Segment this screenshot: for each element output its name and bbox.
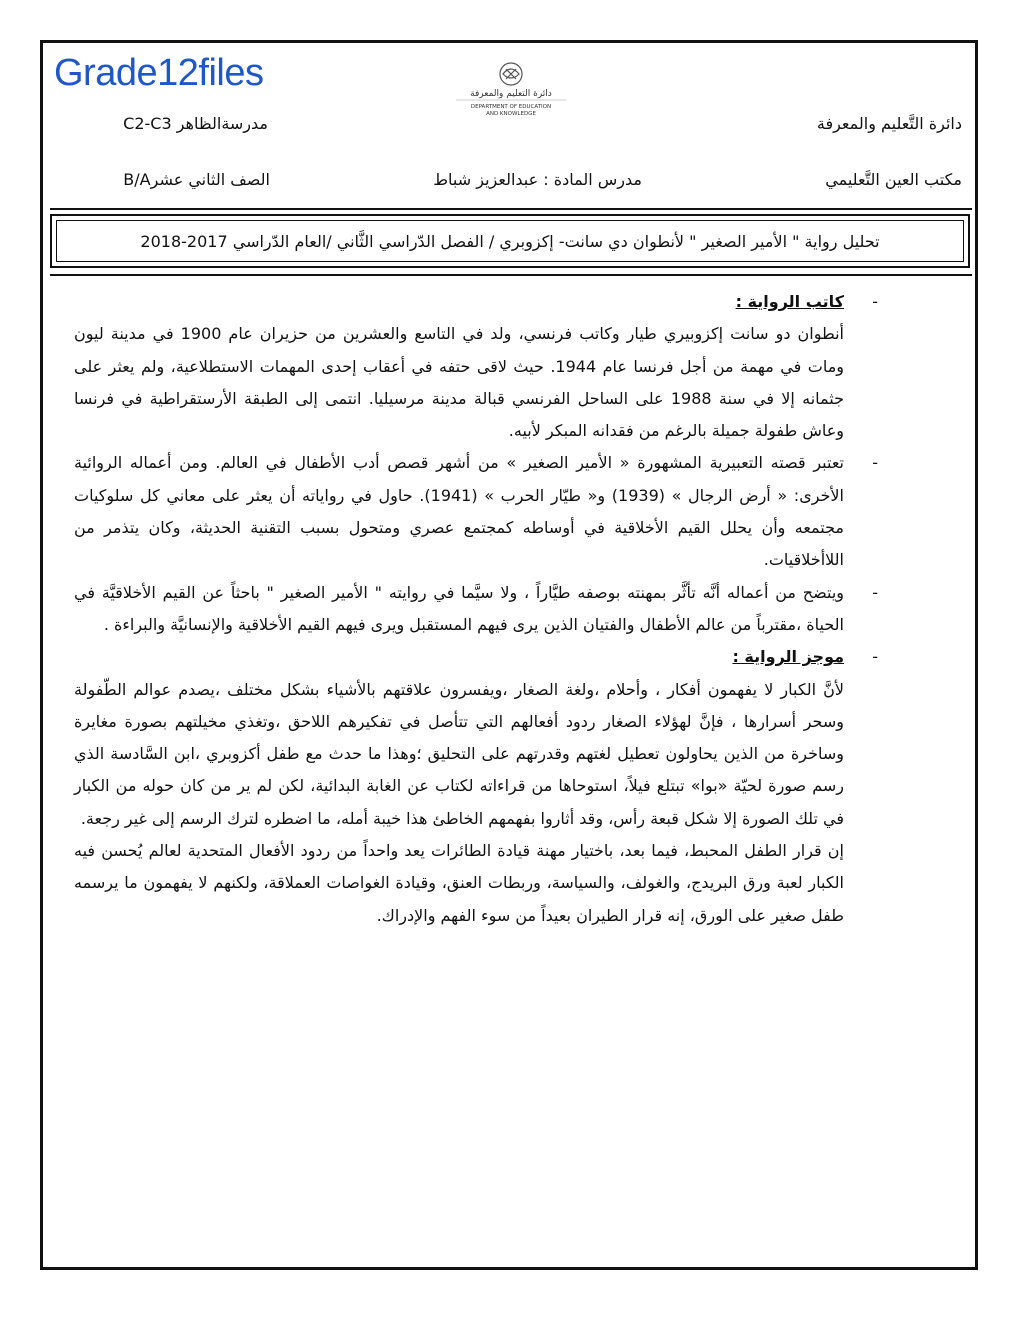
section-heading: كاتب الرواية :	[735, 292, 844, 311]
school-name: مدرسةالظاهر C2-C3	[123, 114, 268, 133]
logo-text-en-1: DEPARTMENT OF EDUCATION	[470, 104, 552, 110]
title-box	[50, 214, 970, 268]
title-divider	[50, 274, 972, 276]
logo-text-ar: دائرة التعليم والمعرفة	[470, 89, 552, 99]
bullet-dash: -	[872, 453, 878, 473]
section-author	[74, 286, 878, 447]
paragraph: لأنَّ الكبار لا يفهمون أفكار ، وأحلام ،ولغة الصغار ،ويفسرون علاقتهم بالأشياء بشكل مختلف ،يصدم عوالم الطّفولة وسحر أسرارها ، فإنَّ لهؤلاء الصغار ردود أفعالهم التي تتأصل في تفكيرهم اللاحق ،وتغذي مخيلتهم بصورة مغايرة وساخرة من الذين يحاولون تعطيل لغتهم وقدرتهم على التحليق ؛وهذا ما حدث مع طفل أكزوبري ،ابن السَّادسة الذي رسم صورة لحيّة «بوا» تبتلع فيلاً، استوحاها من قراءاته لكتاب عن الغابة البدائية، لكن لم ير من كان حوله من الكبار في تلك الصورة إلا شكل قبعة رأس، وقد أثاروا بفهمهم الخاطئ هذا خيبة أمله، ما اضطره لترك الرسم إلى غير رجعة.	[74, 679, 844, 828]
bullet-dash: -	[872, 582, 878, 602]
document-title: تحليل رواية " الأمير الصغير " لأنطوان دي سانت- إكزوبري / الفصل الدّراسي الثَّاني /العام الدّراسي 2017-2018	[56, 220, 964, 262]
paragraph: ويتضح من أعماله أنَّه تأثَّر بمهنته بوصفه طيَّاراً ، ولا سيَّما في روايته " الأمير الصغير " باحثاً عن القيم الأخلاقيَّة في الحياة ،مقترباً من عالم الأطفال والفتيان الذين يرى فيهم المستقبل ويرى فيهم القيم الأخلاقية والإنسانيَّة والبراءة .	[74, 582, 844, 634]
department-name: دائرة التَّعليم والمعرفة	[816, 114, 962, 133]
section-summary	[74, 641, 878, 835]
emblem-icon	[500, 63, 522, 85]
logo-text-en-2: AND KNOWLEDGE	[486, 111, 536, 117]
class-name: الصف الثاني عشرB/A	[123, 170, 270, 189]
paragraph: أنطوان دو سانت إكزوبيري طيار وكاتب فرنسي، ولد في التاسع والعشرين من حزيران عام 1900 في مدينة ليون ومات في مهمة من أجل فرنسا عام 1944. حيث لاقى حتفه في أعقاب إحدى المهمات الاستطلاعية، ولم يعثر على جثمانه إلا في سنة 1988 على الساحل الفرنسي قبالة مدينة مرسيليا. انتمى إلى الطبقة الأرستقراطية في فرنسا وعاش طفولة جميلة بالرغم من فقدانه المبكر لأبيه.	[74, 324, 844, 441]
brand-watermark: Grade12files	[54, 52, 264, 94]
section-works	[74, 447, 878, 576]
office-name: مكتب العين التَّعليمي	[825, 170, 962, 189]
bullet-dash: -	[872, 647, 878, 667]
teacher-name: مدرس المادة : عبدالعزيز شباط	[433, 170, 642, 189]
bullet-dash: -	[872, 292, 878, 311]
section-heading: موجز الرواية :	[732, 647, 844, 667]
department-logo	[446, 60, 576, 122]
document-body	[74, 286, 878, 932]
header-divider	[50, 208, 972, 210]
paragraph: تعتبر قصته التعبيرية المشهورة « الأمير الصغير » من أشهر قصص أدب الأطفال في العالم. ومن أعماله الروائية الأخرى: « أرض الرجال » (1939) و« طيّار الحرب » (1941). حاول في رواياته أن يعثر على معاني كل سلوكيات مجتمعه وأن يحلل القيم الأخلاقية في أوساطه كمجتمع عصري ومتحول بسبب التقنية الحديثة، وكان يتذمر من اللاأخلاقيات.	[74, 453, 845, 570]
section-influence	[74, 577, 878, 642]
closing-paragraph: إن قرار الطفل المحبط، فيما بعد، باختيار مهنة قيادة الطائرات يعد واحداً من ردود الأفعال المتحدية لعالم يُحسن فيه الكبار لعبة ورق البريدج، والغولف، والسياسة، وربطات العنق، وقيادة الغواصات العملاقة، ولكنهم لا يفهمون ما يرسمه طفل صغير على الورق، إنه قرار الطيران بعيداً من سوء الفهم والإدراك.	[74, 841, 844, 925]
